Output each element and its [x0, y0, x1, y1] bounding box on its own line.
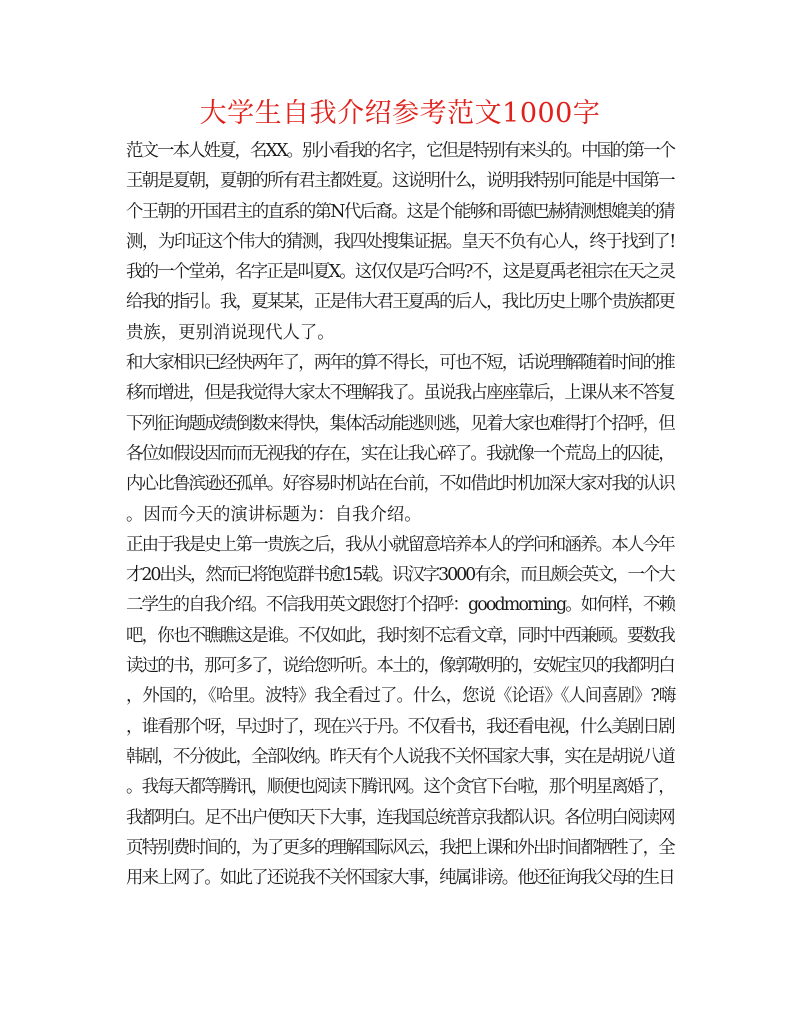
text-line: 贵族，更别消说现代人了。 — [126, 322, 335, 343]
document-title: 大学生自我介绍参考范文1000字 — [199, 98, 601, 129]
text-line: 下列征询题成绩倒数来得快，集体活动能逃则逃，见着大家也难得打个招呼，但 — [126, 413, 674, 434]
document-body — [126, 136, 676, 893]
text-line: 。我每天都等腾讯，顺便也阅读下腾讯网。这个贪官下台啦，那个明星离婚了， — [126, 777, 674, 798]
text-line: 内心比鲁滨逊还孤单。好容易时机站在台前，不如借此时机加深大家对我的认识 — [126, 474, 674, 495]
text-line: 各位如假设因而而无视我的存在，实在让我心碎了。我就像一个荒岛上的囚徒， — [126, 443, 674, 464]
text-line: 二学生的自我介绍。不信我用英文跟您打个招呼：goodmorning。如何样，不赖 — [126, 595, 675, 616]
text-line: 个王朝的开国君主的直系的第N代后裔。这是个能够和哥德巴赫猜测想媲美的猜 — [126, 201, 674, 222]
text-line: 测，为印证这个伟大的猜测，我四处搜集证据。皇天不负有心人，终于找到了! — [126, 231, 675, 252]
text-line: 我都明白。足不出户便知天下大事，连我国总统普京我都认识。各位明白阅读网 — [126, 807, 674, 828]
text-line: ，谁看那个呀，早过时了，现在兴于丹。不仅看书，我还看电视，什么美剧日剧 — [126, 716, 674, 737]
text-line: 给我的指引。我，夏某某，正是伟大君王夏禹的后人，我比历史上哪个贵族都更 — [126, 292, 674, 313]
text-line: 范文一本人姓夏，名XX。别小看我的名字，它但是特别有来头的。中国的第一个 — [126, 141, 675, 161]
text-line: 我的一个堂弟，名字正是叫夏X。这仅仅是巧合吗?不，这是夏禹老祖宗在天之灵 — [126, 262, 675, 283]
text-line: 移而增进，但是我觉得大家太不理解我了。虽说我占座座靠后，上课从来不答复 — [126, 383, 674, 404]
text-line: ，外国的，《哈里。波特》我全看过了。什么，您说《论语》《人间喜剧》?嗨 — [126, 686, 676, 707]
text-line: 用来上网了。如此了还说我不关怀国家大事，纯属诽谤。他还征询我父母的生日 — [126, 868, 674, 889]
text-line: 吧，你也不瞧瞧这是谁。不仅如此，我时刻不忘看文章，同时中西兼顾。要数我 — [126, 625, 674, 646]
text-line: 正由于我是史上第一贵族之后，我从小就留意培养本人的学问和涵养。本人今年 — [126, 534, 674, 555]
text-line: 才20出头，然而已将饱览群书愈15载。识汉字3000有余，而且颇会英文，一个大 — [126, 565, 674, 586]
text-line: 。因而今天的演讲标题为：自我介绍。 — [126, 504, 422, 525]
text-line: 和大家相识已经快两年了，两年的算不得长，可也不短，话说理解随着时间的推 — [126, 353, 674, 374]
text-line: 读过的书，那可多了，说给您听听。本土的，像郭敬明的，安妮宝贝的我都明白 — [126, 656, 674, 677]
text-line: 韩剧，不分彼此，全部收纳。昨天有个人说我不关怀国家大事，实在是胡说八道 — [126, 746, 674, 767]
text-line: 页特别费时间的，为了更多的理解国际风云，我把上课和外出时间都牺牲了，全 — [126, 837, 674, 858]
text-line: 王朝是夏朝，夏朝的所有君主都姓夏。这说明什么，说明我特别可能是中国第一 — [126, 171, 674, 192]
